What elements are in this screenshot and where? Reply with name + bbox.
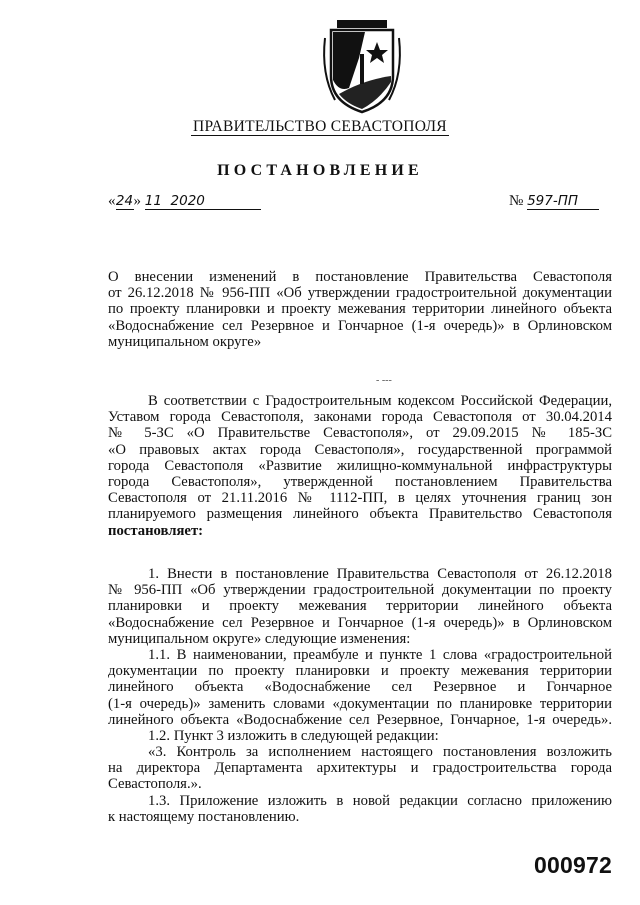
- body-line: линейного объекта «Водоснабжение сел Резервное и Гончарное: [108, 679, 612, 696]
- date-day: 24: [115, 193, 134, 209]
- preamble-line: «О правовых актах города Севастополя», государственной программой: [108, 441, 612, 458]
- title-line: «Водоснабжение сел Резервное и Гончарное (1-я очередь)» в Орлиновском: [108, 317, 612, 334]
- coat-of-arms-emblem: [319, 18, 405, 114]
- body-line: 1.1. В наименовании, преамбуле и пункте 1 слова «градостроительной: [148, 646, 612, 663]
- body-line: (1-я очередь)» заменить словами «документации по планировке территории: [108, 695, 612, 712]
- body-line: муниципальном округе» следующие изменения:: [108, 630, 411, 647]
- footer-document-number: 000972: [534, 852, 612, 878]
- body-line: 1.3. Приложение изложить в новой редакции согласно приложению: [148, 792, 612, 809]
- document-number: № 597-ПП: [509, 193, 599, 210]
- title-line: О внесении изменений в постановление Правительства Севастополя: [108, 269, 612, 285]
- date-month-year: 11 2020: [145, 193, 261, 210]
- title-line: по проекту планировки и проекту межевания территории линейного объекта: [108, 301, 612, 318]
- body-line: Севастополя.».: [108, 776, 202, 793]
- preamble-line: В соответствии с Градостроительным кодексом Российской Федерации,: [148, 393, 612, 409]
- body-line: планировки и проекту межевания территории линейного объекта: [108, 598, 612, 615]
- body-line: № 956-ПП «Об утверждении градостроительной документации по проекту: [108, 582, 612, 599]
- preamble-line: № 5-ЗС «О Правительстве Севастополя», от 29.09.2015 № 185-ЗС: [108, 425, 612, 442]
- preamble-line: города Севастополя «Развитие жилищно-коммунальной инфраструктуры: [108, 457, 612, 474]
- scan-mark: - ---: [376, 375, 392, 386]
- preamble-line: Севастополя от 21.11.2016 № 1112-ПП, в целях уточнения границ зон: [108, 490, 612, 507]
- preamble: [108, 393, 612, 539]
- resolution-title: [108, 269, 612, 350]
- body-line: 1.2. Пункт 3 изложить в следующей редакции:: [148, 727, 439, 744]
- body-line: 1. Внести в постановление Правительства Севастополя от 26.12.2018: [148, 566, 612, 582]
- body-line: к настоящему постановлению.: [108, 808, 300, 825]
- resolution-body: [108, 566, 612, 825]
- document-date: «24» 11 2020: [108, 193, 261, 210]
- preamble-line: планируемого размещения линейного объекта Правительство Севастополя: [108, 506, 612, 523]
- emblem-crown: [337, 20, 387, 28]
- body-line: линейного объекта «Водоснабжение сел Резервное, Гончарное, 1-я очередь».: [108, 711, 612, 728]
- preamble-line: города Севастополя», утвержденной постановлением Правительства: [108, 473, 612, 490]
- document-type: ПОСТАНОВЛЕНИЕ: [217, 162, 423, 179]
- body-line: «3. Контроль за исполнением настоящего постановления возложить: [148, 744, 612, 761]
- document-number-value: 597-ПП: [527, 193, 599, 210]
- government-name: ПРАВИТЕЛЬСТВО СЕВАСТОПОЛЯ: [193, 118, 447, 135]
- title-line: от 26.12.2018 № 956-ПП «Об утверждении градостроительной документации: [108, 285, 612, 302]
- body-line: «Водоснабжение сел Резервное и Гончарное (1-я очередь)» в Орлиновском: [108, 614, 612, 631]
- title-line: муниципальном округе»: [108, 333, 262, 350]
- preamble-line: Уставом города Севастополя, законами города Севастополя от 30.04.2014: [108, 409, 612, 426]
- preamble-resolves: постановляет:: [108, 522, 204, 539]
- body-line: на директора Департамента архитектуры и градостроительства города: [108, 760, 612, 777]
- body-line: документации по проекту планировки и проекту межевания территории: [108, 663, 612, 680]
